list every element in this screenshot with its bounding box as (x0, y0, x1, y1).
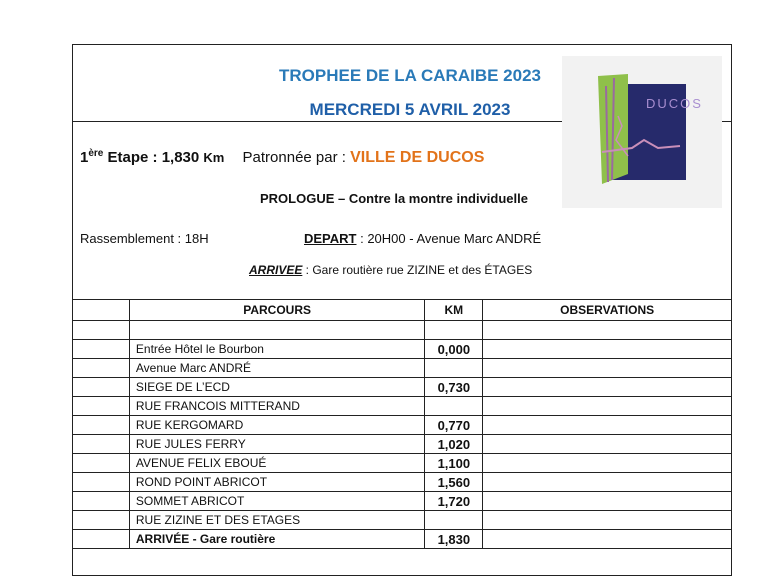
cell-km (425, 511, 483, 530)
cell-observations (483, 416, 732, 435)
header-blank (73, 300, 130, 321)
cell-blank (73, 340, 130, 359)
depart-value: : 20H00 - Avenue Marc ANDRÉ (356, 231, 542, 246)
cell-blank (73, 435, 130, 454)
cell-observations (483, 511, 732, 530)
cell-blank (73, 454, 130, 473)
cell-blank (73, 530, 130, 549)
arrivee-value: : Gare routière rue ZIZINE et des ÉTAGES (302, 263, 533, 277)
cell-blank (73, 321, 130, 340)
cell-km: 0,000 (425, 340, 483, 359)
patron-name: VILLE DE DUCOS (350, 149, 485, 166)
table-row (73, 511, 732, 530)
table-row (73, 454, 732, 473)
cell-observations (483, 492, 732, 511)
stage-type: PROLOGUE – Contre la montre individuelle (260, 191, 528, 206)
cell-parcours (129, 321, 424, 340)
cell-km (425, 397, 483, 416)
stage-unit: Km (203, 150, 225, 165)
cell-km (425, 321, 483, 340)
route-table (72, 299, 732, 549)
table-row (73, 359, 732, 378)
cell-blank (73, 492, 130, 511)
cell-parcours: SIEGE DE L’ECD (129, 378, 424, 397)
arrivee-line (249, 263, 532, 277)
cell-parcours: RUE JULES FERRY (129, 435, 424, 454)
event-title: TROPHEE DE LA CARAIBE 2023 (279, 66, 541, 85)
cell-km: 1,560 (425, 473, 483, 492)
cell-parcours: Avenue Marc ANDRÉ (129, 359, 424, 378)
depart-line (304, 231, 541, 246)
stage-line (80, 148, 484, 167)
cell-km: 0,770 (425, 416, 483, 435)
cell-blank (73, 359, 130, 378)
ducos-logo (562, 56, 722, 208)
cell-blank (73, 378, 130, 397)
cell-observations (483, 530, 732, 549)
table-header-row (73, 300, 732, 321)
cell-parcours: SOMMET ABRICOT (129, 492, 424, 511)
stage-label: Etape : 1,830 (107, 149, 200, 166)
table-row (73, 321, 732, 340)
cell-blank (73, 473, 130, 492)
cell-parcours: RUE KERGOMARD (129, 416, 424, 435)
cell-observations (483, 340, 732, 359)
cell-parcours: RUE ZIZINE ET DES ETAGES (129, 511, 424, 530)
table-row (73, 530, 732, 549)
table-row (73, 492, 732, 511)
cell-blank (73, 416, 130, 435)
table-body (73, 321, 732, 549)
cell-parcours: ROND POINT ABRICOT (129, 473, 424, 492)
table-row (73, 473, 732, 492)
rassemblement-text: Rassemblement : 18H (80, 231, 209, 246)
cell-km: 1,100 (425, 454, 483, 473)
svg-text:DUCOS: DUCOS (646, 96, 703, 111)
table-row (73, 340, 732, 359)
cell-observations (483, 378, 732, 397)
cell-parcours: RUE FRANCOIS MITTERAND (129, 397, 424, 416)
header-parcours: PARCOURS (129, 300, 424, 321)
event-date: MERCREDI 5 AVRIL 2023 (309, 100, 511, 119)
header-km: KM (425, 300, 483, 321)
cell-km: 1,020 (425, 435, 483, 454)
cell-observations (483, 435, 732, 454)
cell-observations (483, 397, 732, 416)
table-row (73, 397, 732, 416)
cell-km: 0,730 (425, 378, 483, 397)
cell-parcours: Entrée Hôtel le Bourbon (129, 340, 424, 359)
cell-km (425, 359, 483, 378)
cell-km: 1,720 (425, 492, 483, 511)
cell-parcours: AVENUE FELIX EBOUÉ (129, 454, 424, 473)
cell-observations (483, 473, 732, 492)
patron-label: Patronnée par : (242, 149, 346, 166)
table-row (73, 416, 732, 435)
cell-blank (73, 397, 130, 416)
cell-observations (483, 359, 732, 378)
arrivee-label: ARRIVEE (249, 263, 303, 277)
table-row (73, 435, 732, 454)
header-observations: OBSERVATIONS (483, 300, 732, 321)
depart-label: DEPART (304, 231, 357, 246)
stage-number: 1 (80, 149, 89, 166)
cell-parcours: ARRIVÉE - Gare routière (129, 530, 424, 549)
table-row (73, 378, 732, 397)
cell-observations (483, 454, 732, 473)
stage-suffix: ère (88, 148, 104, 159)
cell-observations (483, 321, 732, 340)
cell-km: 1,830 (425, 530, 483, 549)
cell-blank (73, 511, 130, 530)
